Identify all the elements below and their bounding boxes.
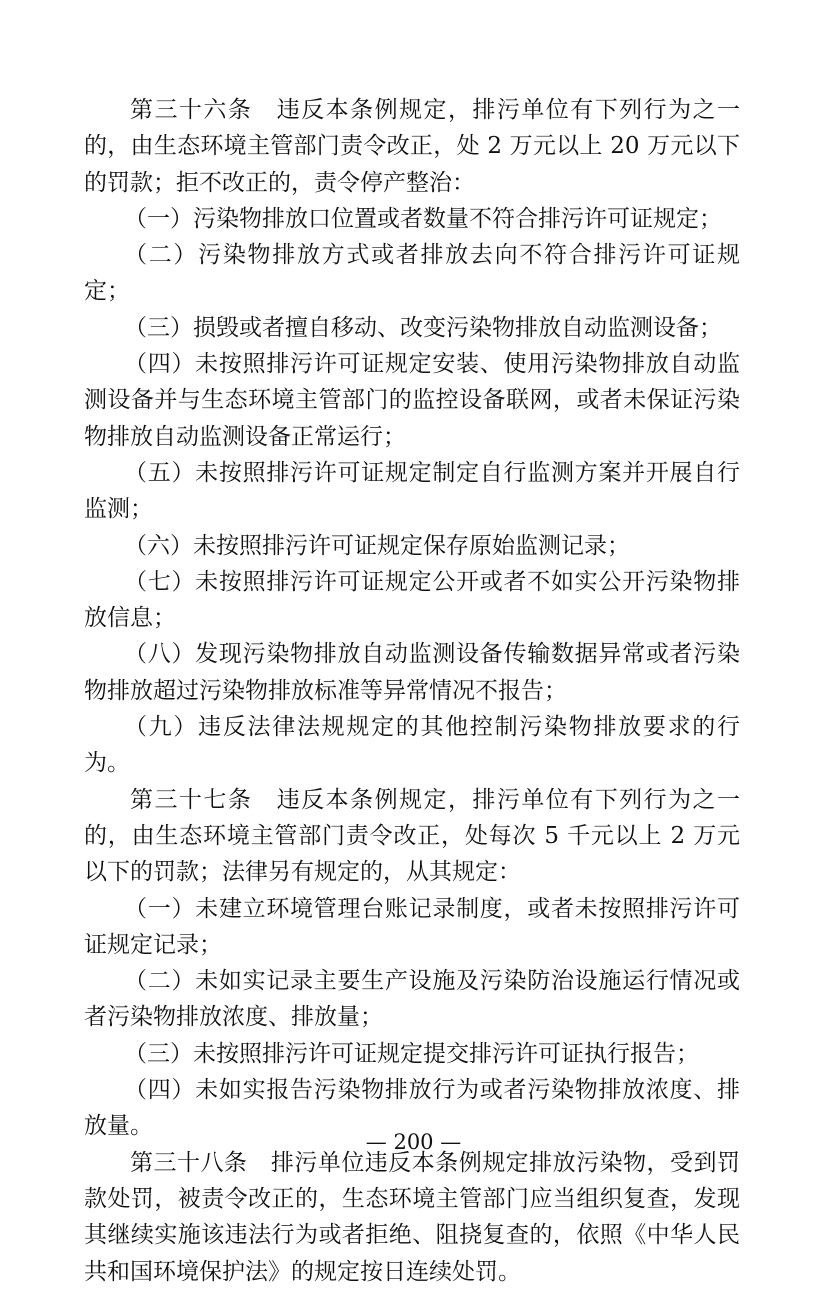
list-item: （二）污染物排放方式或者排放去向不符合排污许可证规定； — [84, 242, 740, 305]
list-item: （一）未建立环境管理台账记录制度，或者未按照排污许可证规定记录； — [84, 895, 740, 958]
list-item: （四）未如实报告污染物排放行为或者污染物排放浓度、排放量。 — [84, 1077, 740, 1140]
document-body — [84, 92, 740, 1290]
list-item: （六）未按照排污许可证规定保存原始监测记录； — [124, 532, 630, 559]
list-item: （二）未如实记录主要生产设施及污染防治设施运行情况或者污染物排放浓度、排放量； — [84, 968, 740, 1031]
list-item: （三）损毁或者擅自移动、改变污染物排放自动监测设备； — [124, 314, 722, 341]
list-item: （八）发现污染物排放自动监测设备传输数据异常或者污染物排放超过污染物排放标准等异常情况不报告； — [84, 641, 740, 704]
list-item: （七）未按照排污许可证规定公开或者不如实公开污染物排放信息； — [84, 568, 740, 632]
article-38-paragraph: 第三十八条 排污单位违反本条例规定排放污染物，受到罚款处罚，被责令改正的，生态环境主管部门应当组织复查，发现其继续实施该违法行为或者拒绝、阻挠复查的，依照《中华人民共和国环境保护法》的规定按日连续处罚。 — [84, 1149, 740, 1285]
list-item: （四）未按照排污许可证规定安装、使用污染物排放自动监测设备并与生态环境主管部门的监控设备联网，或者未保证污染物排放自动监测设备正常运行； — [84, 351, 740, 450]
list-item: （九）违反法律法规规定的其他控制污染物排放要求的行为。 — [84, 714, 740, 777]
article-37-paragraph: 第三十七条 违反本条例规定，排污单位有下列行为之一的，由生态环境主管部门责令改正，处每次 5 千元以上 2 万元以下的罚款；法律另有规定的，从其规定： — [84, 786, 740, 886]
list-item: （一）污染物排放口位置或者数量不符合排污许可证规定； — [124, 205, 722, 232]
list-item: （五）未按照排污许可证规定制定自行监测方案并开展自行监测； — [84, 459, 740, 523]
list-item: （三）未按照排污许可证规定提交排污许可证执行报告； — [124, 1040, 699, 1067]
article-36-paragraph: 第三十六条 违反本条例规定，排污单位有下列行为之一的，由生态环境主管部门责令改正，处 2 万元以上 20 万元以下的罚款；拒不改正的，责令停产整治： — [84, 97, 740, 196]
page-number: — 200 — — [365, 1130, 462, 1154]
